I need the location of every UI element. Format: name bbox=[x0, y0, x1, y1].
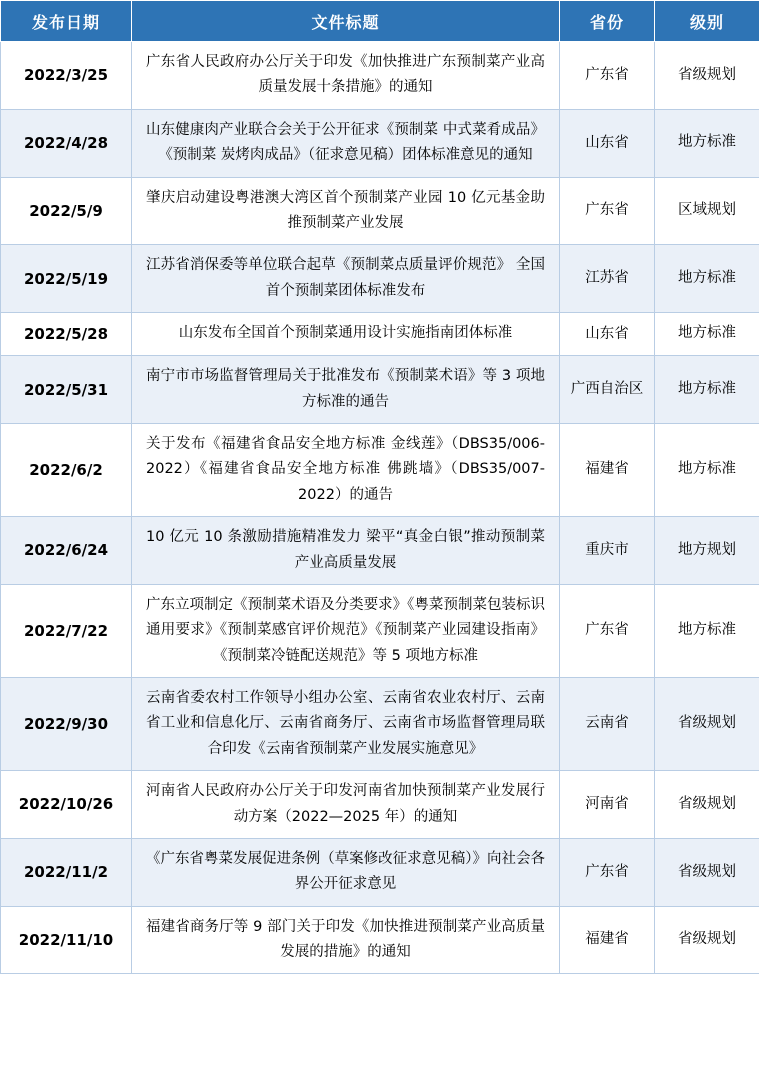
cell-title: 山东健康肉产业联合会关于公开征求《预制菜 中式菜肴成品》《预制菜 炭烤肉成品》（征求意见稿）团体标准意见的通知 bbox=[132, 109, 560, 177]
cell-level: 省级规划 bbox=[655, 771, 759, 839]
cell-title: 南宁市市场监督管理局关于批准发布《预制菜术语》等 3 项地方标准的通告 bbox=[132, 356, 560, 424]
cell-title: 山东发布全国首个预制菜通用设计实施指南团体标准 bbox=[132, 313, 560, 356]
table-row bbox=[1, 42, 759, 110]
cell-level: 省级规划 bbox=[655, 678, 759, 771]
cell-level: 省级规划 bbox=[655, 838, 759, 906]
table-row bbox=[1, 356, 759, 424]
cell-level: 区域规划 bbox=[655, 177, 759, 245]
cell-date: 2022/7/22 bbox=[1, 584, 132, 677]
cell-date: 2022/5/31 bbox=[1, 356, 132, 424]
cell-date: 2022/5/19 bbox=[1, 245, 132, 313]
column-header-province: 省份 bbox=[560, 1, 655, 42]
table-body bbox=[1, 42, 759, 974]
cell-title: 《广东省粤菜发展促进条例（草案修改征求意见稿）》向社会各界公开征求意见 bbox=[132, 838, 560, 906]
cell-level: 地方规划 bbox=[655, 517, 759, 585]
cell-level: 地方标准 bbox=[655, 424, 759, 517]
cell-province: 广东省 bbox=[560, 838, 655, 906]
cell-level: 地方标准 bbox=[655, 584, 759, 677]
cell-date: 2022/6/24 bbox=[1, 517, 132, 585]
column-header-date: 发布日期 bbox=[1, 1, 132, 42]
cell-date: 2022/5/9 bbox=[1, 177, 132, 245]
cell-date: 2022/5/28 bbox=[1, 313, 132, 356]
cell-title: 福建省商务厅等 9 部门关于印发《加快推进预制菜产业高质量发展的措施》的通知 bbox=[132, 906, 560, 974]
table-header-row bbox=[1, 1, 759, 42]
cell-title: 10 亿元 10 条激励措施精准发力 梁平“真金白银”推动预制菜产业高质量发展 bbox=[132, 517, 560, 585]
table-row bbox=[1, 584, 759, 677]
cell-date: 2022/11/10 bbox=[1, 906, 132, 974]
cell-date: 2022/11/2 bbox=[1, 838, 132, 906]
cell-title: 肇庆启动建设粤港澳大湾区首个预制菜产业园 10 亿元基金助推预制菜产业发展 bbox=[132, 177, 560, 245]
cell-title: 河南省人民政府办公厅关于印发河南省加快预制菜产业发展行动方案（2022—2025 年）的通知 bbox=[132, 771, 560, 839]
cell-province: 福建省 bbox=[560, 906, 655, 974]
cell-province: 广东省 bbox=[560, 177, 655, 245]
table-row bbox=[1, 313, 759, 356]
cell-province: 云南省 bbox=[560, 678, 655, 771]
cell-province: 山东省 bbox=[560, 109, 655, 177]
cell-province: 广东省 bbox=[560, 42, 655, 110]
table-row bbox=[1, 678, 759, 771]
table-row bbox=[1, 424, 759, 517]
cell-title: 云南省委农村工作领导小组办公室、云南省农业农村厅、云南省工业和信息化厅、云南省商务厅、云南省市场监督管理局联合印发《云南省预制菜产业发展实施意见》 bbox=[132, 678, 560, 771]
cell-province: 广东省 bbox=[560, 584, 655, 677]
table-row bbox=[1, 245, 759, 313]
table-row bbox=[1, 109, 759, 177]
cell-level: 地方标准 bbox=[655, 313, 759, 356]
cell-title: 广东省人民政府办公厅关于印发《加快推进广东预制菜产业高质量发展十条措施》的通知 bbox=[132, 42, 560, 110]
cell-date: 2022/4/28 bbox=[1, 109, 132, 177]
cell-title: 关于发布《福建省食品安全地方标准 金线莲》（DBS35/006-2022）《福建省食品安全地方标准 佛跳墙》（DBS35/007-2022）的通告 bbox=[132, 424, 560, 517]
table-row bbox=[1, 906, 759, 974]
cell-level: 省级规划 bbox=[655, 906, 759, 974]
cell-date: 2022/10/26 bbox=[1, 771, 132, 839]
cell-level: 地方标准 bbox=[655, 356, 759, 424]
column-header-title: 文件标题 bbox=[132, 1, 560, 42]
cell-province: 河南省 bbox=[560, 771, 655, 839]
cell-province: 重庆市 bbox=[560, 517, 655, 585]
cell-date: 2022/9/30 bbox=[1, 678, 132, 771]
cell-title: 广东立项制定《预制菜术语及分类要求》《粤菜预制菜包装标识通用要求》《预制菜感官评价规范》《预制菜产业园建设指南》《预制菜冷链配送规范》等 5 项地方标准 bbox=[132, 584, 560, 677]
cell-date: 2022/6/2 bbox=[1, 424, 132, 517]
cell-province: 山东省 bbox=[560, 313, 655, 356]
cell-province: 广西自治区 bbox=[560, 356, 655, 424]
cell-level: 地方标准 bbox=[655, 245, 759, 313]
table-row bbox=[1, 771, 759, 839]
cell-level: 地方标准 bbox=[655, 109, 759, 177]
cell-province: 福建省 bbox=[560, 424, 655, 517]
column-header-level: 级别 bbox=[655, 1, 759, 42]
cell-title: 江苏省消保委等单位联合起草《预制菜点质量评价规范》 全国首个预制菜团体标准发布 bbox=[132, 245, 560, 313]
cell-date: 2022/3/25 bbox=[1, 42, 132, 110]
table-row bbox=[1, 517, 759, 585]
cell-province: 江苏省 bbox=[560, 245, 655, 313]
table-header bbox=[1, 1, 759, 42]
table-row bbox=[1, 838, 759, 906]
table-row bbox=[1, 177, 759, 245]
cell-level: 省级规划 bbox=[655, 42, 759, 110]
